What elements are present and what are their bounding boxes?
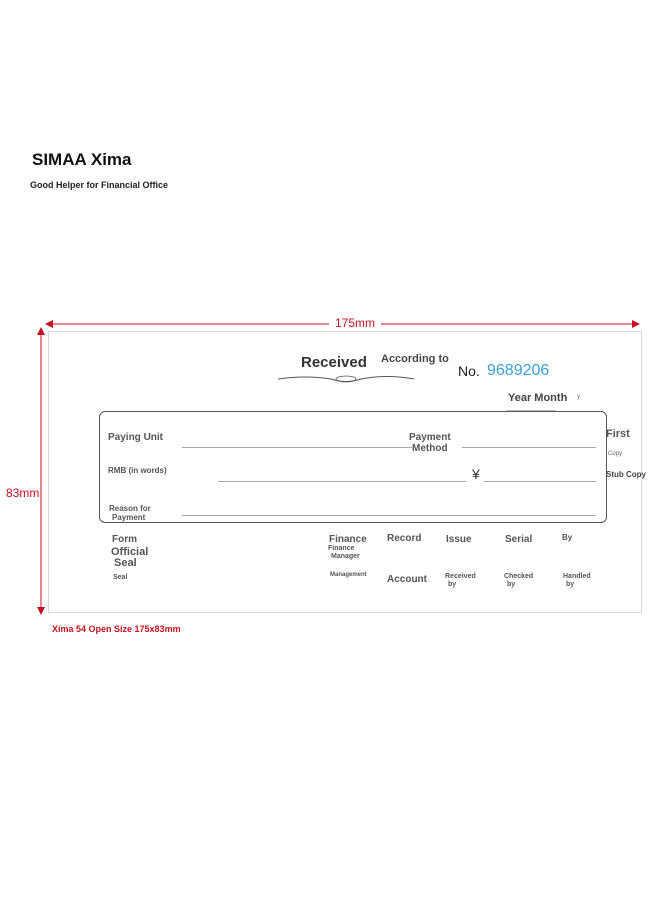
handled-by-label-2: by	[566, 581, 575, 588]
width-dimension-label: 175mm	[329, 316, 381, 330]
payment-method-label-2: Method	[412, 443, 448, 454]
copy-label: Copy	[608, 451, 623, 457]
year-month-label: Year Month	[508, 392, 568, 404]
reason-label-1: Reason for	[109, 504, 151, 513]
amount-line	[484, 481, 596, 482]
paying-unit-label: Paying Unit	[108, 432, 164, 443]
receipt-number: 9689206	[487, 362, 550, 379]
seal-label: Seal	[114, 557, 137, 569]
management-label: Management	[330, 572, 367, 578]
handled-by-label-1: Handled	[563, 573, 591, 580]
received-by-label-1: Received	[445, 573, 476, 580]
first-copy-label: First	[606, 428, 630, 440]
by-label: By	[562, 533, 573, 542]
record-label: Record	[387, 533, 422, 544]
official-label: Official	[111, 546, 149, 558]
height-dimension-label: 83mm	[6, 486, 40, 500]
receipt-subtitle: According to	[381, 353, 449, 365]
brand-name: SIMAA Xima	[32, 150, 132, 169]
serial-label: Serial	[505, 534, 533, 545]
rmb-words-line	[218, 481, 466, 482]
form-label: Form	[112, 534, 137, 545]
checked-by-label-1: Checked	[504, 573, 534, 580]
paying-unit-line	[182, 447, 412, 448]
checked-by-label-2: by	[507, 581, 516, 588]
year-month-suffix: y	[577, 394, 580, 400]
stub-copy-label: Stub Copy	[606, 470, 646, 479]
issue-label: Issue	[446, 534, 472, 545]
ornament-divider	[276, 373, 416, 385]
receipt-fields-box	[99, 411, 607, 523]
height-dimension-arrow	[34, 327, 48, 615]
reason-line	[182, 515, 596, 516]
account-label: Account	[387, 574, 427, 585]
payment-method-label-1: Payment	[409, 432, 451, 443]
finance-label: Finance	[329, 534, 367, 545]
reason-label-2: Payment	[112, 513, 146, 522]
received-by-label-2: by	[448, 581, 457, 588]
finance-manager-label-2: Manager	[331, 553, 360, 560]
receipt-number-label: No.	[458, 363, 480, 379]
rmb-words-label: RMB (in words)	[108, 466, 167, 475]
payment-method-line	[462, 447, 596, 448]
brand-tagline: Good Helper for Financial Office	[30, 180, 169, 190]
size-note: Xima 54 Open Size 175x83mm	[52, 624, 181, 634]
seal-small-label: Seal	[113, 574, 128, 581]
finance-manager-label-1: Finance	[328, 545, 355, 552]
yen-symbol: ¥	[472, 466, 480, 482]
receipt-title: Received	[301, 354, 367, 371]
